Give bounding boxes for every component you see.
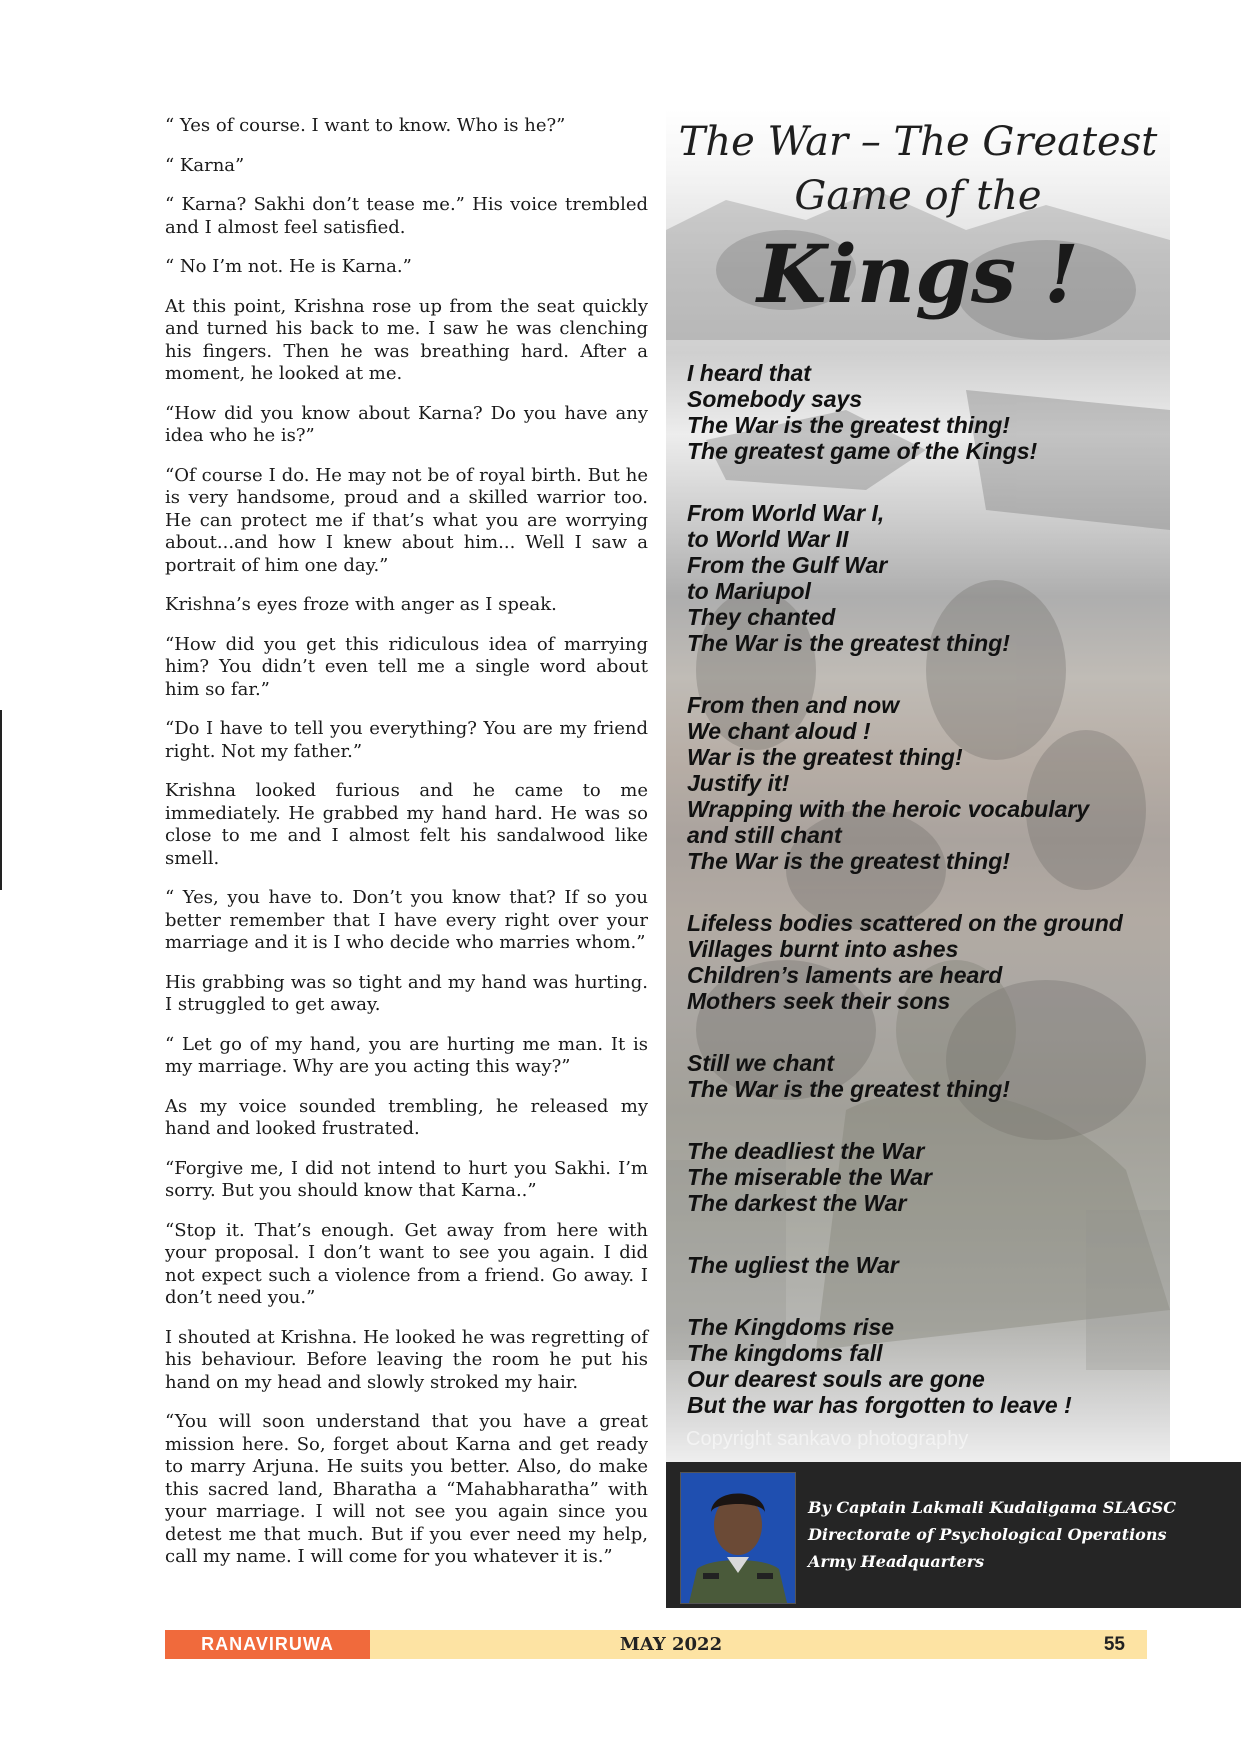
poem-line: The War is the greatest thing! [687, 630, 1010, 656]
story-paragraph: “ Karna? Sakhi don’t tease me.” His voice trembled and I almost feel satisfied. [165, 194, 648, 238]
story-paragraph: “You will soon understand that you have a great mission here. So, forget about Karna and get ready to marry Arjuna. He suits you better. Also, do make this sacred land, Bharatha a “Mahabharatha” with your marriage. I will not see you again since you detest me that much. But if you ever need my help, call my name. I will come for you whatever it is.” [165, 1411, 648, 1567]
poem-line: to Mariupol [687, 578, 811, 604]
author-credit [808, 1494, 1176, 1575]
poem-title-line-3: Kings ! [756, 227, 1080, 321]
story-paragraph: Krishna looked furious and he came to me immediately. He grabbed my hand hard. He was so close to me and I almost felt his sandalwood like smell. [165, 780, 648, 869]
story-paragraph: “ Let go of my hand, you are hurting me man. It is my marriage. Why are you acting this way?” [165, 1033, 648, 1077]
poem-line: Somebody says [687, 386, 863, 412]
poem-stanza [687, 1050, 1167, 1102]
story-paragraph: At this point, Krishna rose up from the seat quickly and turned his back to me. I saw he was clenching his fingers. Then he was breathing hard. After a moment, he looked at me. [165, 295, 648, 384]
poem-line: The deadliest the War [687, 1138, 925, 1164]
poem-line: We chant aloud ! [687, 718, 871, 744]
story-paragraph: “ Karna” [165, 154, 245, 176]
poem-stanza [687, 1138, 1167, 1216]
author-box [666, 1462, 1241, 1608]
poem-line: The War is the greatest thing! [687, 412, 1010, 438]
story-paragraph: His grabbing was so tight and my hand was hurting. I struggled to get away. [165, 971, 648, 1015]
author-hq: Army Headquarters [808, 1552, 985, 1571]
poem-line: The greatest game of the Kings! [687, 438, 1038, 464]
poem-line: The ugliest the War [687, 1252, 899, 1278]
poem-line: Villages burnt into ashes [687, 936, 959, 962]
page-footer [165, 1630, 1147, 1659]
poem-stanza [687, 1314, 1167, 1418]
story-paragraph: As my voice sounded trembling, he released my hand and looked frustrated. [165, 1095, 648, 1139]
story-paragraph: Krishna’s eyes froze with anger as I speak. [165, 594, 557, 615]
story-paragraph: “ Yes, you have to. Don’t you know that? If so you better remember that I have every right over your marriage and it is I who decide who marries whom.” [165, 887, 648, 953]
poem-line: The Kingdoms rise [687, 1314, 895, 1340]
author-name: By Captain Lakmali Kudaligama SLAGSC [808, 1498, 1176, 1517]
poem-line: The War is the greatest thing! [687, 848, 1010, 874]
poem-line: to World War II [687, 526, 849, 552]
poem-line: The miserable the War [687, 1164, 932, 1190]
poem-line: But the war has forgotten to leave ! [687, 1392, 1072, 1418]
poem-line: The kingdoms fall [687, 1340, 883, 1366]
poem-line: Wrapping with the heroic vocabulary [687, 796, 1090, 822]
issue-date: MAY 2022 [619, 1634, 723, 1655]
poem-line: From the Gulf War [687, 552, 888, 578]
poem-stanza [687, 692, 1167, 874]
poem-line: The darkest the War [687, 1190, 907, 1216]
story-column [165, 115, 648, 1586]
poem-stanza [687, 500, 1167, 656]
poem-line: and still chant [687, 822, 842, 848]
story-paragraph: I shouted at Krishna. He looked he was regretting of his behaviour. Before leaving the room he put his hand on my head and slowly stroked my hair. [165, 1326, 648, 1393]
page-edge-mark [0, 710, 2, 890]
story-paragraph: “ No I’m not. He is Karna.” [165, 256, 412, 277]
poem-stanza [687, 1252, 1167, 1278]
poem-line: Children’s laments are heard [687, 962, 1003, 988]
poem-line: Still we chant [687, 1050, 834, 1076]
magazine-name: RANAVIRUWA [165, 1630, 370, 1659]
poem-line: From World War I, [687, 500, 885, 526]
poem-line: They chanted [687, 604, 836, 630]
poem-line: Justify it! [687, 770, 790, 796]
poem-title-line-2: Game of the [794, 173, 1042, 219]
story-paragraph: “Do I have to tell you everything? You are my friend right. Not my father.” [165, 718, 648, 762]
poem-line: Lifeless bodies scattered on the ground [687, 910, 1123, 936]
poem-line: Mothers seek their sons [687, 988, 951, 1014]
poem-line: I heard that [687, 360, 811, 386]
poem-title-line-1: The War – The Greatest [678, 119, 1158, 165]
author-portrait [680, 1472, 796, 1604]
story-paragraph: “Stop it. That’s enough. Get away from here with your proposal. I don’t want to see you again. I did not expect such a violence from a friend. Go away. I don’t need you.” [165, 1219, 648, 1308]
story-paragraph: “ Yes of course. I want to know. Who is he?” [165, 115, 566, 136]
page-number: 55 [1103, 1634, 1125, 1655]
story-paragraph: “Forgive me, I did not intend to hurt you Sakhi. I’m sorry. But you should know that Karna..” [165, 1157, 648, 1201]
poem-line: The War is the greatest thing! [687, 1076, 1010, 1102]
story-paragraph: “How did you know about Karna? Do you have any idea who he is?” [165, 402, 648, 446]
poem-panel [666, 110, 1170, 1462]
author-directorate: Directorate of Psychological Operations [808, 1525, 1167, 1544]
poem-body [687, 360, 1167, 1454]
poem-line: From then and now [687, 692, 900, 718]
poem-stanza [687, 910, 1167, 1014]
poem-line: War is the greatest thing! [687, 744, 963, 770]
story-paragraph: “How did you get this ridiculous idea of marrying him? You didn’t even tell me a single word about him so far.” [165, 633, 648, 700]
story-paragraph: “Of course I do. He may not be of royal birth. But he is very handsome, proud and a skilled warrior too. He can protect me if that’s what you are worrying about...and how I knew about him... Well I saw a portrait of him one day.” [165, 464, 648, 576]
poem-stanza [687, 360, 1167, 464]
photo-credit-watermark: Copyright sankavo photography [686, 1428, 969, 1450]
poem-line: Our dearest souls are gone [687, 1366, 985, 1392]
